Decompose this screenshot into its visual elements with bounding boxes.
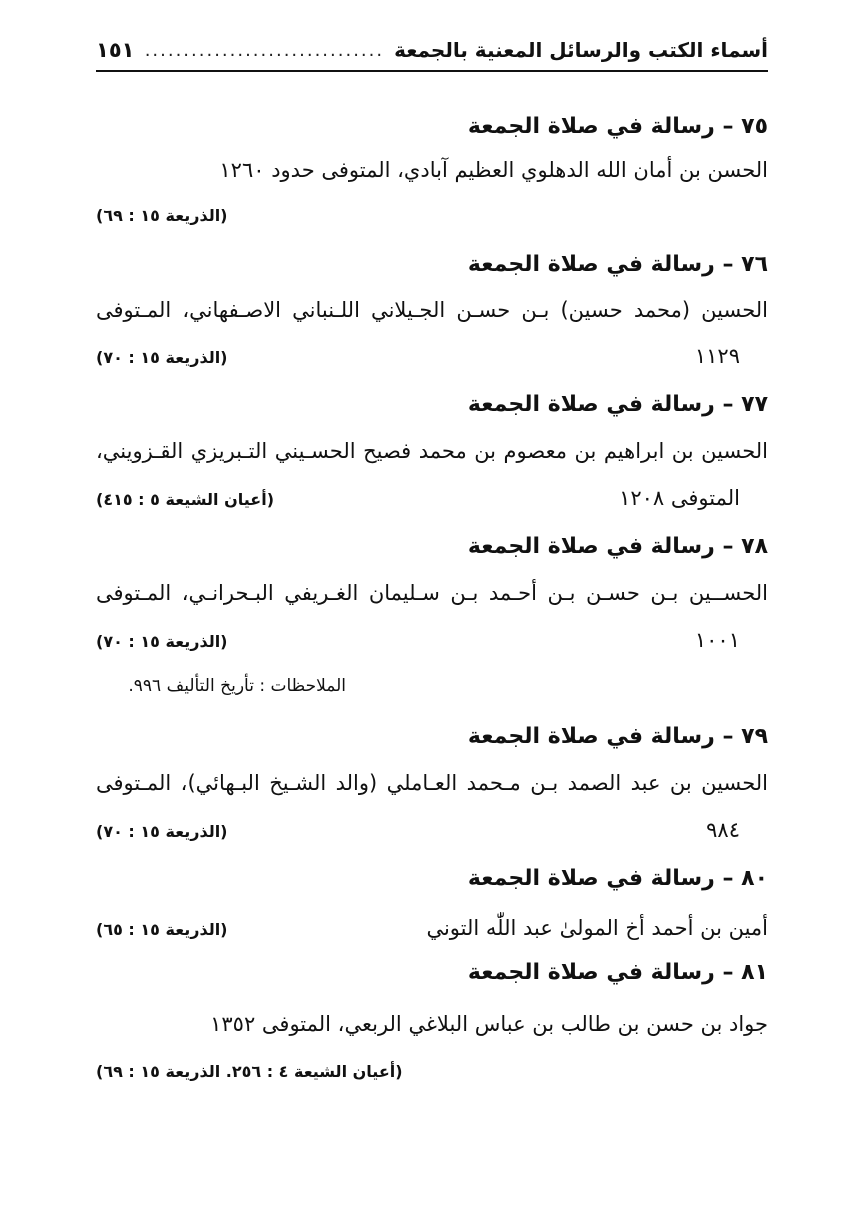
entry-ref-row-79 [96, 818, 768, 842]
entry-year-78: ١٠٠١ [694, 628, 740, 652]
entry-reference-80: (الذريعة ١٥ : ٦٥) [96, 920, 228, 939]
entry-title-81: ٨١ – رسالة في صلاة الجمعة [467, 960, 768, 985]
entry-ref-row-76 [96, 344, 768, 368]
entry-author-81: جواد بن حسن بن طالب بن عباس البلاغي الربعي، المتوفى ١٣٥٢ [210, 1012, 768, 1036]
entry-author-75: الحسن بن أمان الله الدهلوي العظيم آبادي، المتوفى حدود ١٢٦٠ [219, 158, 768, 182]
entry-ref-row-78 [96, 628, 768, 652]
entry-reference-81: (أعيان الشيعة ٤ : ٢٥٦. الذريعة ١٥ : ٦٩) [96, 1062, 403, 1081]
entry-reference-77: (أعيان الشيعة ٥ : ٤١٥) [96, 490, 275, 509]
page-number: ١٥١ [96, 38, 135, 62]
entry-title-76: ٧٦ – رسالة في صلاة الجمعة [467, 252, 768, 277]
entry-note-78: الملاحظات : تأريخ التأليف ٩٩٦. [128, 676, 346, 696]
entry-title-79: ٧٩ – رسالة في صلاة الجمعة [467, 724, 768, 749]
entry-author-77: الحسين بن ابراهيم بن معصوم بن محمد فصيح الحسـيني التـبريزي القـزويني، [96, 439, 768, 463]
entry-title-77: ٧٧ – رسالة في صلاة الجمعة [467, 392, 768, 417]
entry-ref-row-81 [96, 1062, 768, 1081]
entry-year-77: المتوفى ١٢٠٨ [619, 486, 740, 510]
entry-title-75: ٧٥ – رسالة في صلاة الجمعة [467, 114, 768, 139]
entry-ref-row-80 [96, 916, 768, 940]
entry-year-79: ٩٨٤ [706, 818, 740, 842]
entry-title-80: ٨٠ – رسالة في صلاة الجمعة [467, 866, 768, 891]
entry-author-76: الحسين (محمد حسين) بـن حسـن الجـيلاني اللـنباني الاصـفهاني، المـتوفى [96, 298, 768, 322]
entry-author-79: الحسين بن عبد الصمد بـن مـحمد العـاملي (والد الشـيخ البـهائي)، المـتوفى [96, 771, 768, 795]
running-title: أسماء الكتب والرسائل المعنية بالجمعة [394, 38, 768, 62]
entry-reference-78: (الذريعة ١٥ : ٧٠) [96, 632, 228, 651]
entry-reference-75: (الذريعة ١٥ : ٦٩) [96, 206, 228, 225]
entry-title-78: ٧٨ – رسالة في صلاة الجمعة [467, 534, 768, 559]
entry-reference-76: (الذريعة ١٥ : ٧٠) [96, 348, 228, 367]
entry-ref-row-77 [96, 486, 768, 510]
entry-author-80: أمين بن أحمد أخ المولىٰ عبد اللّٰه التوني [426, 916, 768, 940]
entry-ref-row-75 [96, 206, 768, 225]
entry-year-76: ١١٢٩ [694, 344, 740, 368]
entry-reference-79: (الذريعة ١٥ : ٧٠) [96, 822, 228, 841]
entry-author-78: الحســين بـن حسـن بـن أحـمد بـن سـليمان الغـريفي البـحرانـي، المـتوفى [96, 581, 768, 605]
leader-dots: ............................... [144, 39, 385, 61]
page-header [96, 30, 768, 72]
